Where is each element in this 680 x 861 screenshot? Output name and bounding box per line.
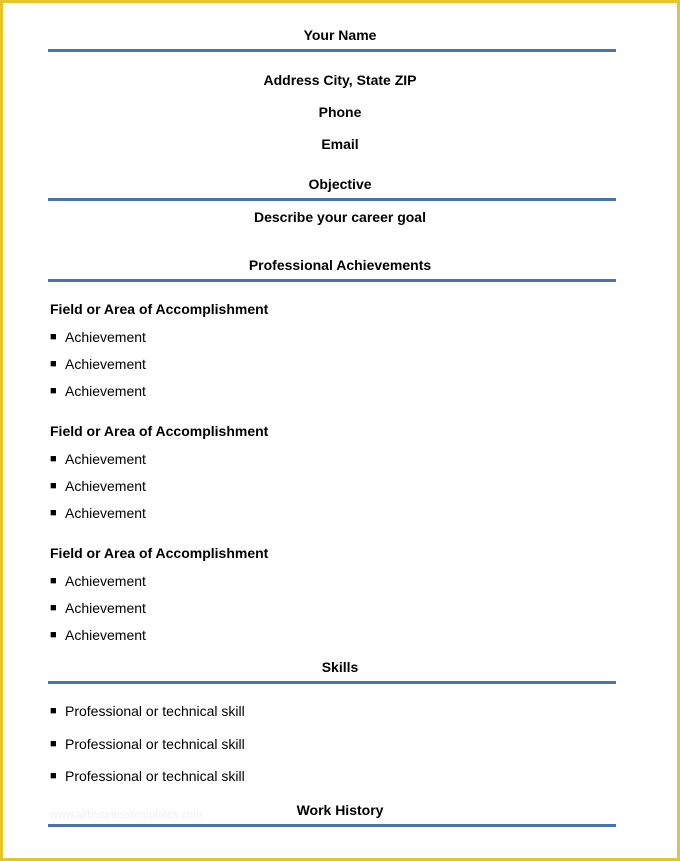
section-title-objective: Objective <box>308 176 372 192</box>
square-bullet-icon: ■ <box>50 453 57 465</box>
accomplishment-field-heading: Field or Area of Accomplishment <box>50 301 269 317</box>
square-bullet-icon: ■ <box>50 602 57 614</box>
divider-objective <box>48 198 616 201</box>
divider-name <box>48 49 616 52</box>
square-bullet-icon: ■ <box>50 358 57 370</box>
achievement-item <box>50 478 146 494</box>
skill-item <box>50 768 245 784</box>
skill-text: Professional or technical skill <box>65 736 245 752</box>
square-bullet-icon: ■ <box>50 575 57 587</box>
square-bullet-icon: ■ <box>50 629 57 641</box>
skill-item <box>50 703 245 719</box>
accomplishment-field-heading: Field or Area of Accomplishment <box>50 545 269 561</box>
achievement-text: Achievement <box>65 478 146 494</box>
skill-text: Professional or technical skill <box>65 768 245 784</box>
achievement-item <box>50 573 146 589</box>
square-bullet-icon: ■ <box>50 385 57 397</box>
skill-item <box>50 736 245 752</box>
address-line: Address City, State ZIP <box>263 72 417 88</box>
divider-work-history <box>48 824 616 827</box>
achievement-text: Achievement <box>65 505 146 521</box>
achievement-text: Achievement <box>65 600 146 616</box>
achievement-text: Achievement <box>65 627 146 643</box>
achievement-item <box>50 600 146 616</box>
achievement-item <box>50 329 146 345</box>
square-bullet-icon: ■ <box>50 705 57 717</box>
phone-line: Phone <box>318 104 362 120</box>
achievement-item <box>50 383 146 399</box>
email-line: Email <box>321 136 359 152</box>
section-title-achievements: Professional Achievements <box>248 257 432 273</box>
achievement-item <box>50 627 146 643</box>
square-bullet-icon: ■ <box>50 770 57 782</box>
divider-skills <box>48 681 616 684</box>
watermark: www.allbusinesstemplates.com <box>50 809 203 821</box>
square-bullet-icon: ■ <box>50 480 57 492</box>
section-title-skills: Skills <box>321 659 359 675</box>
square-bullet-icon: ■ <box>50 738 57 750</box>
achievement-item <box>50 505 146 521</box>
accomplishment-field-heading: Field or Area of Accomplishment <box>50 423 269 439</box>
square-bullet-icon: ■ <box>50 331 57 343</box>
square-bullet-icon: ■ <box>50 507 57 519</box>
resume-name: Your Name <box>303 27 377 43</box>
achievement-text: Achievement <box>65 451 146 467</box>
section-title-work-history: Work History <box>296 802 384 818</box>
skill-text: Professional or technical skill <box>65 703 245 719</box>
objective-text: Describe your career goal <box>254 209 426 225</box>
achievement-text: Achievement <box>65 573 146 589</box>
achievement-item <box>50 356 146 372</box>
achievement-text: Achievement <box>65 356 146 372</box>
achievement-text: Achievement <box>65 329 146 345</box>
achievement-item <box>50 451 146 467</box>
achievement-text: Achievement <box>65 383 146 399</box>
divider-achievements <box>48 279 616 282</box>
